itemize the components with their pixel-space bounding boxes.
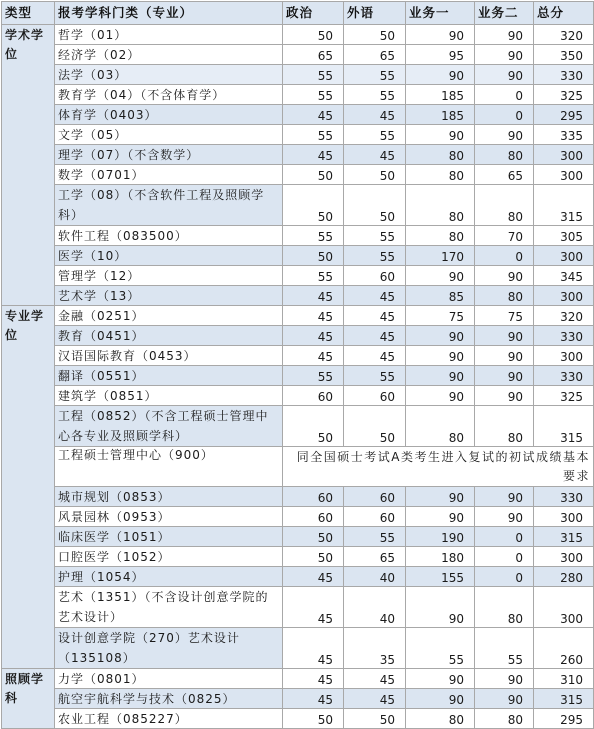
course-two-score: 80 [475, 709, 534, 729]
total-score: 335 [534, 125, 594, 145]
language-score: 45 [344, 669, 406, 689]
course-one-score: 185 [406, 105, 475, 125]
language-score: 55 [344, 85, 406, 105]
subject-name: 医学（10） [55, 246, 283, 266]
course-two-score: 90 [475, 45, 534, 65]
course-two-score: 90 [475, 386, 534, 406]
subject-name: 力学（0801） [55, 669, 283, 689]
course-one-score: 190 [406, 527, 475, 547]
subject-name: 护理（1054） [55, 567, 283, 587]
politics-score: 55 [283, 366, 344, 386]
course-two-score: 55 [475, 628, 534, 669]
subject-name: 法学（03） [55, 65, 283, 85]
course-two-score: 90 [475, 487, 534, 507]
politics-score: 65 [283, 45, 344, 65]
politics-score: 45 [283, 105, 344, 125]
course-two-score: 0 [475, 246, 534, 266]
subject-name: 体育学（0403） [55, 105, 283, 125]
course-two-score: 80 [475, 286, 534, 306]
course-one-score: 95 [406, 45, 475, 65]
politics-score: 55 [283, 226, 344, 246]
politics-score: 55 [283, 125, 344, 145]
subject-name: 临床医学（1051） [55, 527, 283, 547]
course-two-score: 80 [475, 145, 534, 165]
table-row [2, 447, 594, 487]
course-one-score: 55 [406, 628, 475, 669]
language-score: 55 [344, 226, 406, 246]
table-row [2, 25, 594, 45]
table-row [2, 65, 594, 85]
table-header-row [2, 2, 594, 25]
politics-score: 45 [283, 286, 344, 306]
language-score: 40 [344, 587, 406, 628]
table-row [2, 185, 594, 226]
total-score: 330 [534, 366, 594, 386]
language-score: 60 [344, 386, 406, 406]
table-row [2, 709, 594, 729]
language-score: 45 [344, 145, 406, 165]
total-score: 315 [534, 406, 594, 447]
table-row [2, 346, 594, 366]
header-foreign-language: 外语 [344, 2, 406, 25]
total-score: 300 [534, 346, 594, 366]
course-one-score: 85 [406, 286, 475, 306]
course-one-score: 90 [406, 669, 475, 689]
table-row [2, 45, 594, 65]
course-two-score: 80 [475, 185, 534, 226]
total-score: 305 [534, 226, 594, 246]
politics-score: 50 [283, 246, 344, 266]
subject-name: 航空宇航科学与技术（0825） [55, 689, 283, 709]
table-row [2, 628, 594, 669]
politics-score: 50 [283, 547, 344, 567]
total-score: 325 [534, 85, 594, 105]
course-one-score: 90 [406, 326, 475, 346]
subject-name: 教育学（04）（不含体育学） [55, 85, 283, 105]
total-score: 330 [534, 65, 594, 85]
politics-score: 45 [283, 567, 344, 587]
course-two-score: 90 [475, 507, 534, 527]
table-row [2, 105, 594, 125]
course-one-score: 90 [406, 266, 475, 286]
total-score: 260 [534, 628, 594, 669]
language-score: 45 [344, 286, 406, 306]
subject-name: 口腔医学（1052） [55, 547, 283, 567]
course-one-score: 80 [406, 226, 475, 246]
total-score: 310 [534, 669, 594, 689]
subject-name: 农业工程（085227） [55, 709, 283, 729]
course-one-score: 180 [406, 547, 475, 567]
subject-name: 设计创意学院（270）艺术设计（135108） [55, 628, 283, 669]
course-one-score: 90 [406, 507, 475, 527]
politics-score: 50 [283, 527, 344, 547]
table-row [2, 246, 594, 266]
subject-name: 工程（0852）（不含工程硕士管理中心各专业及照顾学科） [55, 406, 283, 447]
language-score: 45 [344, 326, 406, 346]
language-score: 50 [344, 25, 406, 45]
politics-score: 60 [283, 507, 344, 527]
course-two-score: 75 [475, 306, 534, 326]
course-two-score: 90 [475, 669, 534, 689]
politics-score: 50 [283, 165, 344, 185]
table-row [2, 326, 594, 346]
subject-name: 教育（0451） [55, 326, 283, 346]
subject-name: 文学（05） [55, 125, 283, 145]
total-score: 315 [534, 689, 594, 709]
course-two-score: 80 [475, 406, 534, 447]
table-row [2, 669, 594, 689]
language-score: 55 [344, 125, 406, 145]
table-row [2, 306, 594, 326]
language-score: 55 [344, 65, 406, 85]
total-score: 330 [534, 326, 594, 346]
subject-name: 金融（0251） [55, 306, 283, 326]
politics-score: 50 [283, 406, 344, 447]
course-one-score: 80 [406, 185, 475, 226]
language-score: 55 [344, 246, 406, 266]
course-one-score: 75 [406, 306, 475, 326]
total-score: 315 [534, 185, 594, 226]
course-one-score: 80 [406, 406, 475, 447]
course-one-score: 90 [406, 65, 475, 85]
subject-name: 汉语国际教育（0453） [55, 346, 283, 366]
language-score: 50 [344, 406, 406, 447]
course-two-score: 90 [475, 266, 534, 286]
course-two-score: 0 [475, 547, 534, 567]
total-score: 300 [534, 286, 594, 306]
politics-score: 45 [283, 628, 344, 669]
language-score: 45 [344, 346, 406, 366]
table-row [2, 507, 594, 527]
politics-score: 45 [283, 587, 344, 628]
course-two-score: 0 [475, 567, 534, 587]
course-one-score: 90 [406, 487, 475, 507]
subject-name: 理学（07）（不含数学） [55, 145, 283, 165]
table-row [2, 165, 594, 185]
course-one-score: 80 [406, 165, 475, 185]
table-row [2, 226, 594, 246]
total-score: 300 [534, 246, 594, 266]
course-one-score: 90 [406, 587, 475, 628]
total-score: 320 [534, 306, 594, 326]
language-score: 60 [344, 487, 406, 507]
language-score: 45 [344, 306, 406, 326]
subject-name: 工学（08）（不含软件工程及照顾学科） [55, 185, 283, 226]
table-row [2, 266, 594, 286]
politics-score: 60 [283, 386, 344, 406]
language-score: 50 [344, 185, 406, 226]
course-two-score: 0 [475, 105, 534, 125]
header-type: 类型 [2, 2, 55, 25]
header-politics: 政治 [283, 2, 344, 25]
politics-score: 45 [283, 669, 344, 689]
subject-name: 风景园林（0953） [55, 507, 283, 527]
table-row [2, 386, 594, 406]
total-score: 300 [534, 507, 594, 527]
note-text: 同全国硕士考试A类考生进入复试的初试成绩基本要求 [283, 447, 594, 487]
course-two-score: 90 [475, 366, 534, 386]
politics-score: 45 [283, 689, 344, 709]
total-score: 315 [534, 527, 594, 547]
subject-name: 建筑学（0851） [55, 386, 283, 406]
course-two-score: 65 [475, 165, 534, 185]
total-score: 295 [534, 709, 594, 729]
header-course-one: 业务一 [406, 2, 475, 25]
total-score: 295 [534, 105, 594, 125]
table-row [2, 567, 594, 587]
total-score: 325 [534, 386, 594, 406]
table-row [2, 547, 594, 567]
course-one-score: 170 [406, 246, 475, 266]
course-two-score: 90 [475, 346, 534, 366]
table-row [2, 587, 594, 628]
language-score: 55 [344, 366, 406, 386]
course-two-score: 90 [475, 689, 534, 709]
subject-name: 城市规划（0853） [55, 487, 283, 507]
course-two-score: 0 [475, 85, 534, 105]
subject-name: 管理学（12） [55, 266, 283, 286]
politics-score: 55 [283, 65, 344, 85]
language-score: 65 [344, 547, 406, 567]
table-row [2, 85, 594, 105]
course-one-score: 185 [406, 85, 475, 105]
course-two-score: 90 [475, 125, 534, 145]
group-type-academic: 学术学位 [2, 25, 55, 306]
course-one-score: 155 [406, 567, 475, 587]
header-subject: 报考学科门类（专业） [55, 2, 283, 25]
total-score: 350 [534, 45, 594, 65]
course-two-score: 90 [475, 65, 534, 85]
total-score: 300 [534, 165, 594, 185]
table-row [2, 406, 594, 447]
course-one-score: 90 [406, 366, 475, 386]
total-score: 300 [534, 145, 594, 165]
subject-name: 翻译（0551） [55, 366, 283, 386]
course-two-score: 70 [475, 226, 534, 246]
total-score: 300 [534, 547, 594, 567]
language-score: 40 [344, 567, 406, 587]
course-two-score: 90 [475, 25, 534, 45]
course-two-score: 80 [475, 587, 534, 628]
politics-score: 55 [283, 85, 344, 105]
subject-name: 经济学（02） [55, 45, 283, 65]
language-score: 60 [344, 266, 406, 286]
language-score: 65 [344, 45, 406, 65]
politics-score: 50 [283, 185, 344, 226]
total-score: 345 [534, 266, 594, 286]
total-score: 320 [534, 25, 594, 45]
language-score: 60 [344, 507, 406, 527]
course-one-score: 80 [406, 709, 475, 729]
language-score: 35 [344, 628, 406, 669]
subject-name: 工程硕士管理中心（900） [55, 447, 283, 487]
course-one-score: 90 [406, 689, 475, 709]
politics-score: 45 [283, 306, 344, 326]
politics-score: 45 [283, 145, 344, 165]
subject-name: 哲学（01） [55, 25, 283, 45]
table-row [2, 366, 594, 386]
group-type-professional: 专业学位 [2, 306, 55, 669]
course-one-score: 90 [406, 25, 475, 45]
total-score: 330 [534, 487, 594, 507]
politics-score: 50 [283, 709, 344, 729]
subject-name: 软件工程（083500） [55, 226, 283, 246]
header-course-two: 业务二 [475, 2, 534, 25]
politics-score: 50 [283, 25, 344, 45]
table-row [2, 527, 594, 547]
politics-score: 45 [283, 346, 344, 366]
politics-score: 60 [283, 487, 344, 507]
course-one-score: 80 [406, 145, 475, 165]
table-row [2, 145, 594, 165]
politics-score: 45 [283, 326, 344, 346]
total-score: 300 [534, 587, 594, 628]
course-two-score: 90 [475, 326, 534, 346]
table-row [2, 689, 594, 709]
course-one-score: 90 [406, 125, 475, 145]
table-row [2, 125, 594, 145]
language-score: 50 [344, 165, 406, 185]
language-score: 45 [344, 689, 406, 709]
course-one-score: 90 [406, 346, 475, 366]
group-type-special: 照顾学科 [2, 669, 55, 729]
language-score: 50 [344, 709, 406, 729]
subject-name: 艺术学（13） [55, 286, 283, 306]
header-total: 总分 [534, 2, 594, 25]
table-row [2, 286, 594, 306]
subject-name: 艺术（1351）（不含设计创意学院的艺术设计） [55, 587, 283, 628]
language-score: 55 [344, 527, 406, 547]
politics-score: 55 [283, 266, 344, 286]
score-table [1, 1, 594, 729]
language-score: 45 [344, 105, 406, 125]
subject-name: 数学（0701） [55, 165, 283, 185]
course-one-score: 90 [406, 386, 475, 406]
course-two-score: 0 [475, 527, 534, 547]
total-score: 280 [534, 567, 594, 587]
table-row [2, 487, 594, 507]
